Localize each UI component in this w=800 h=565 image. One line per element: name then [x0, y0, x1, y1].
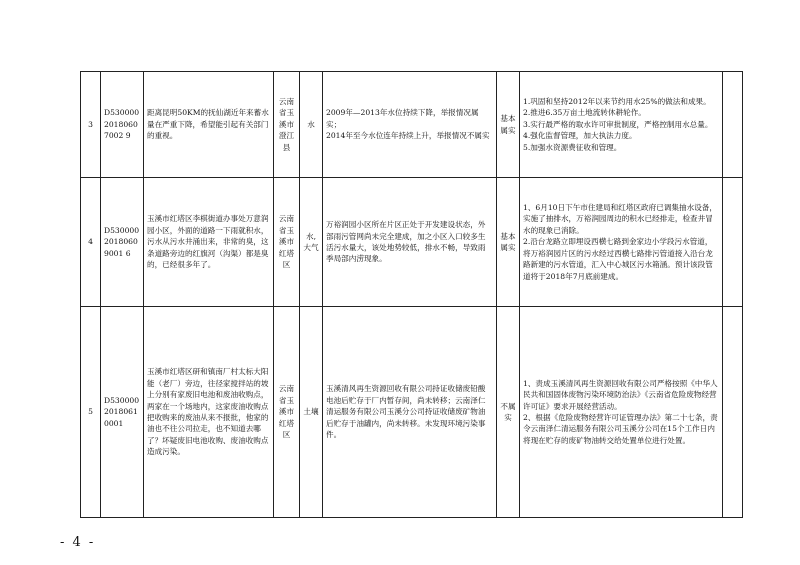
measure-line: 3.实行最严格的取水许可审批制度，严格控制用水总量。 [523, 119, 713, 129]
measure-line: 5.加强水资源费征收和管理。 [523, 142, 622, 152]
case-code: D53000020180609001 6 [101, 178, 144, 307]
complaint-text: 玉溪市红塔区研和镇南厂村太标大阳能（老厂）旁边，往径家搅拌站的坡上分别有家废旧电池和废油收购点，两家在一个场地内，这家废油收购点把收购来的废油从来不报批，他家的油也不往公司拉走，也不知道去哪了？坏疑废旧电池收购、废油收购点造成污染。 [144, 307, 274, 518]
row-number: 5 [81, 307, 101, 518]
investigation-line: 2014年至今水位连年持续上升，举报情况不属实 [326, 131, 490, 141]
empty-cell [723, 307, 743, 518]
location: 云南省玉溪市澄江县 [274, 72, 300, 178]
case-code: D53000020180607002 9 [101, 72, 144, 178]
pollution-type: 土壤 [300, 307, 323, 518]
table-row [81, 307, 743, 518]
measures [520, 307, 723, 518]
investigation [323, 307, 497, 518]
complaint-table [80, 71, 743, 518]
measure-line: 2、根据《危险废物经营许可证管理办法》第二十七条，责令云南泽仁清运服务有限公司玉溪分公司在15个工作日内将现在贮存的废矿物油转交给处置单位进行处置。 [523, 413, 718, 445]
pollution-type: 水,大气 [300, 178, 323, 307]
table-row [81, 72, 743, 178]
measure-line: 2.沿台龙路立即埋设西横七路到金家边小学段污水管道，将万裕润园片区的污水经过西横七路排污管道接入沿台龙路新建的污水管道，汇入中心城区污水箱涵。预计该段管道将于2018年7月底前建成。 [523, 237, 713, 281]
measure-line: 1、6月10日下午市住建局和红塔区政府已调集抽水设备，实施了抽排水，万裕润园周边的积水已经排走，检查井冒水的现象已消除。 [523, 203, 717, 235]
table-row [81, 178, 743, 307]
pollution-type: 水 [300, 72, 323, 178]
verdict: 基本属实 [497, 72, 520, 178]
page-number: - 4 - [60, 535, 96, 550]
row-number: 3 [81, 72, 101, 178]
measure-line: 1、责成玉溪清风再生资源回收有限公司严格按照《中华人民共和国固体废物污染环境防治法》《云南省危险废物经营许可证》要求开展经营活动。 [523, 378, 718, 411]
measures [520, 178, 723, 307]
investigation-line: 玉溪清风再生资源回收有限公司持证收储废铅酸电池后贮存于厂内暂存间，尚未转移；云南泽仁清运服务有限公司玉溪分公司持证收储废矿物油后贮存于油罐内，尚未转移。未发现环境污染事件。 [326, 384, 486, 440]
location: 云南省玉溪市红塔区 [274, 178, 300, 307]
measure-line: 2.推进6.35万亩土地流转休耕轮作。 [523, 108, 646, 118]
investigation [323, 72, 497, 178]
location: 云南省玉溪市红塔区 [274, 307, 300, 518]
complaint-text: 距离昆明50KM的抚仙湖近年来蓄水量在严重下降，希望能引起有关部门的重视。 [144, 72, 274, 178]
verdict: 不属实 [497, 307, 520, 518]
measure-line: 1.巩固和坚持2012年以来节约用水25%的做法和成果。 [523, 96, 711, 106]
investigation-line: 万裕润园小区所在片区正处于开发建设状态，外部雨污管网尚未完全建成，加之小区入口较多生活污水量大，该处地势较低，排水不畅，导致雨季局部内涝现象。 [326, 220, 486, 264]
row-number: 4 [81, 178, 101, 307]
complaint-text: 玉溪市红塔区李棋街道办事处万意润园小区，外面的道路一下雨就积水，污水从污水井涌出来，非常的臭，这条道路旁边的红旗河（沟渠）都是臭的，已经很多年了。 [144, 178, 274, 307]
verdict: 基本属实 [497, 178, 520, 307]
empty-cell [723, 72, 743, 178]
empty-cell [723, 178, 743, 307]
measure-line: 4.强化监督管理，加大执法力度。 [523, 131, 637, 141]
case-code: D53000020180610001 [101, 307, 144, 518]
investigation-line: 2009年—2013年水位持续下降，举报情况属实； [326, 108, 479, 129]
investigation [323, 178, 497, 307]
measures [520, 72, 723, 178]
